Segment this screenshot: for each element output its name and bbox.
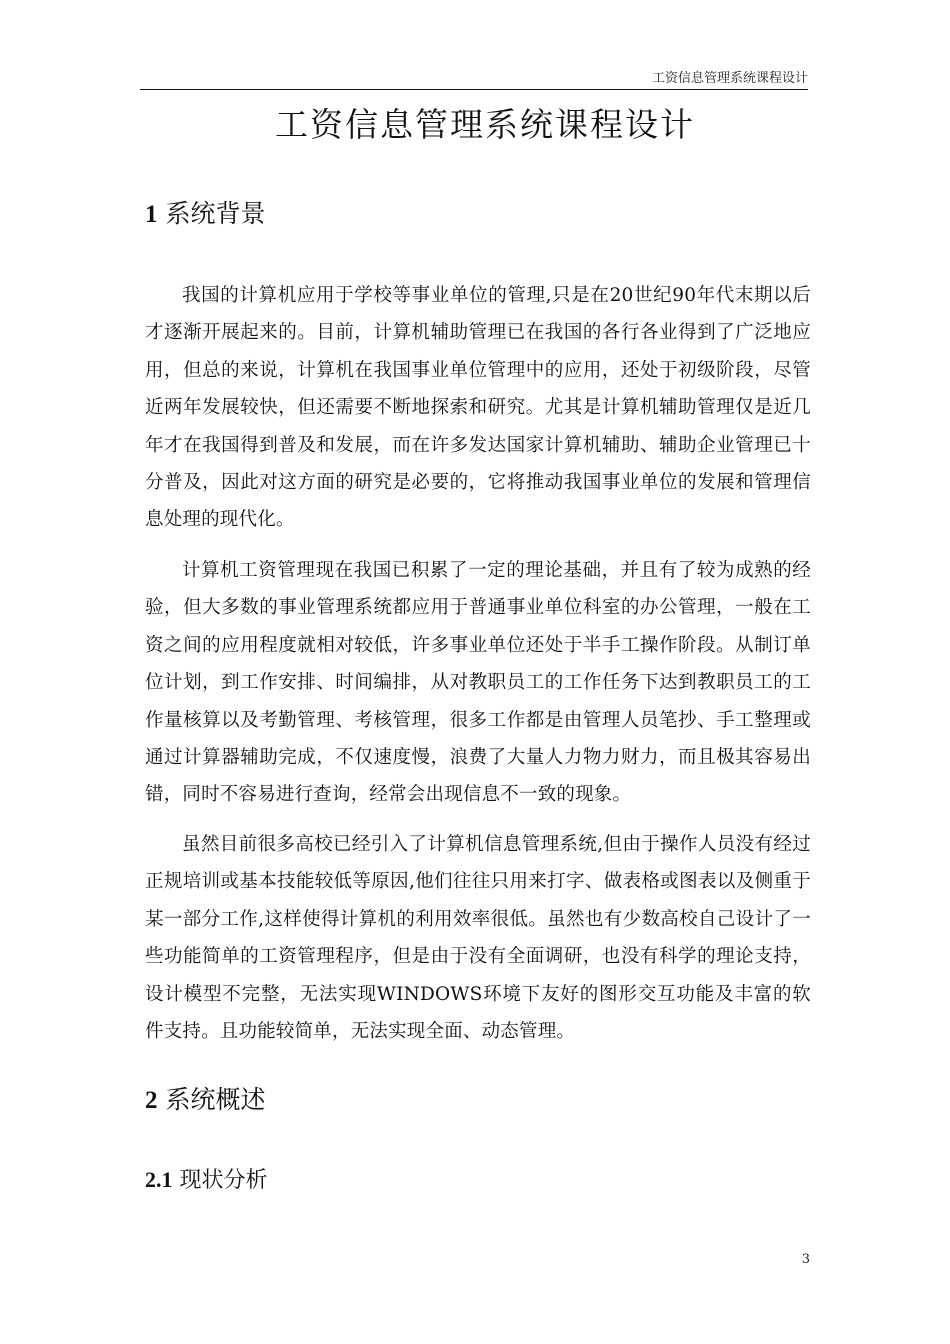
section-1-paragraph-1: 我国的计算机应用于学校等事业单位的管理,只是在20世纪90年代末期以后才逐渐开展起来的。目前，计算机辅助管理已在我国的各行各业得到了广泛地应用，但总的来说，计算机在我国事业单位管理中的应用，还处于初级阶段，尽管近两年发展较快，但还需要不断地探索和研究。尤其是计算机辅助管理仅是近几年才在我国得到普及和发展，而在许多发达国家计算机辅助、辅助企业管理已十分普及，因此对这方面的研究是必要的，它将推动我国事业单位的发展和管理信息处理的现代化。 xyxy=(145,285,811,531)
section-2-title: 系统概述 xyxy=(165,1085,266,1114)
section-1-paragraph-2: 计算机工资管理现在我国已积累了一定的理论基础，并且有了较为成熟的经验，但大多数的事业管理系统都应用于普通事业单位科室的办公管理，一般在工资之间的应用程度就相对较低，许多事业单位还处于半手工操作阶段。从制订单位计划，到工作安排、时间编排，从对教职员工的工作任务下达到教职员工的工作量核算以及考勤管理、考核管理，很多工作都是由管理人员笔抄、手工整理或通过计算器辅助完成，不仅速度慢，浪费了大量人力物力财力，而且极其容易出错，同时不容易进行查询，经常会出现信息不一致的现象。 xyxy=(145,560,811,806)
section-1-title: 系统背景 xyxy=(165,199,266,228)
running-header: 工资信息管理系统课程设计 xyxy=(651,71,808,86)
section-1-number: 1 xyxy=(145,201,158,228)
document-title: 工资信息管理系统课程设计 xyxy=(275,105,695,144)
page-number: 3 xyxy=(801,1252,810,1267)
section-2-1-number: 2.1 xyxy=(145,1167,173,1192)
section-2-1-heading xyxy=(145,1164,268,1197)
section-1-heading xyxy=(145,196,265,233)
section-2-heading xyxy=(145,1082,265,1119)
section-2-1-title: 现状分析 xyxy=(179,1168,268,1193)
header-rule xyxy=(140,89,808,90)
section-1-paragraph-3: 虽然目前很多高校已经引入了计算机信息管理系统,但由于操作人员没有经过正规培训或基本技能较低等原因,他们往往只用来打字、做表格或图表以及侧重于某一部分工作,这样使得计算机的利用效率很低。虽然也有少数高校自己设计了一些功能简单的工资管理程序，但是由于没有全面调研，也没有科学的理论支持，设计模型不完整，无法实现WINDOWS环境下友好的图形交互功能及丰富的软件支持。且功能较简单，无法实现全面、动态管理。 xyxy=(145,834,811,1043)
section-2-number: 2 xyxy=(145,1087,158,1114)
